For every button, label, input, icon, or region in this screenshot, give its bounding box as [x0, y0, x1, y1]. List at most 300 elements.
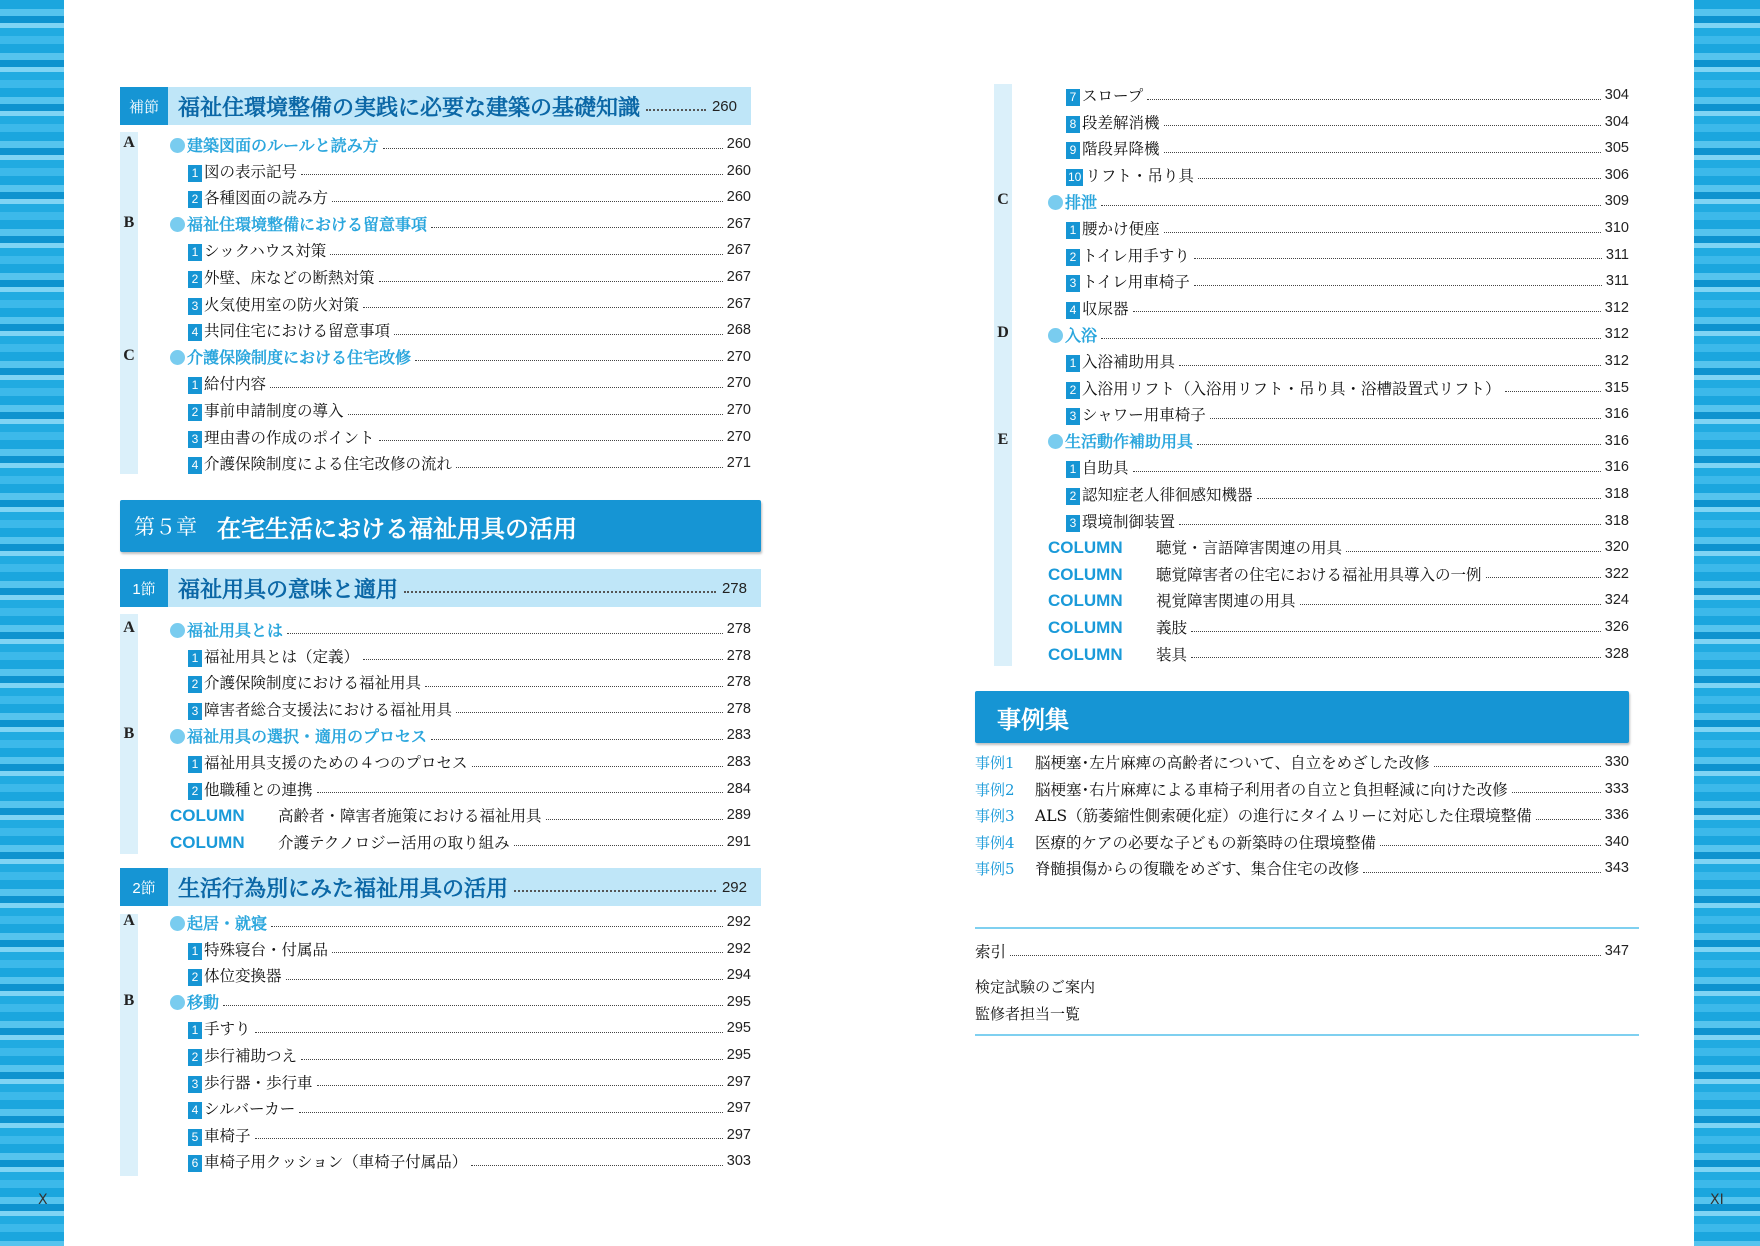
entry-page: 278 [726, 621, 751, 637]
toc-heading-entry[interactable] [1048, 429, 1629, 453]
column-label: COLUMN [1048, 591, 1123, 611]
chapter-number: 第５章 [134, 515, 197, 539]
entry-text [188, 778, 313, 800]
entry-text [188, 1097, 295, 1119]
entry-page: 270 [726, 402, 751, 418]
left-edge-stripe [0, 0, 64, 1246]
entry-page: 310 [1604, 220, 1629, 236]
entry-page: 278 [726, 674, 751, 691]
leader-dots [1434, 766, 1601, 767]
entry-page: 278 [726, 647, 751, 664]
divider-top [975, 927, 1639, 929]
leader-dots [1147, 99, 1601, 100]
item-number: 2 [188, 783, 202, 800]
leader-dots [1194, 285, 1602, 286]
toc-entry[interactable] [188, 265, 751, 289]
letter-bar [120, 914, 138, 1176]
entry-page: 271 [726, 455, 751, 472]
entry-text [1048, 589, 1296, 611]
toc-entry[interactable] [1066, 455, 1629, 479]
item-number: 4 [188, 1102, 202, 1119]
leader-dots [255, 1032, 723, 1033]
leader-dots [379, 281, 723, 282]
left-page-number: X [38, 1192, 48, 1208]
entry-title: 給付内容 [204, 375, 267, 394]
entry-title: 事前申請制度の導入 [204, 402, 344, 420]
column-label: COLUMN [170, 832, 245, 852]
leader-dots [1486, 577, 1601, 578]
leader-dots [1197, 444, 1601, 445]
leader-dots [255, 1138, 723, 1139]
toc-entry[interactable] [1066, 243, 1629, 267]
entry-title: 入浴 [1065, 325, 1098, 345]
column-entry[interactable] [1048, 642, 1629, 666]
entry-text [188, 186, 328, 208]
entry-text [1048, 536, 1342, 558]
entry-text [188, 372, 266, 394]
toc-entry[interactable] [188, 292, 751, 316]
leader-dots [1179, 365, 1601, 366]
toc-entry[interactable] [188, 1149, 751, 1173]
entry-text [1066, 164, 1194, 186]
entry-text [188, 452, 452, 474]
entry-text [188, 293, 359, 315]
entry-text [975, 751, 1430, 773]
toc-entry[interactable] [188, 398, 751, 422]
entry-page: 270 [726, 375, 751, 392]
leader-dots [1257, 498, 1601, 499]
entry-text [1066, 217, 1160, 239]
entry-page: 304 [1604, 113, 1629, 130]
supervisors-entry[interactable]: 監修者担当一覧 [975, 1004, 1081, 1023]
toc-entry[interactable] [188, 670, 751, 694]
entry-text [188, 1044, 297, 1066]
item-number: 2 [188, 676, 202, 693]
entry-page: 328 [1604, 645, 1629, 662]
leader-dots [301, 1059, 723, 1060]
entry-text [188, 698, 452, 720]
entry-text [170, 990, 219, 1013]
entry-title: 介護テクノロジー活用の取り組み [278, 833, 510, 852]
section-letter: E [997, 430, 1009, 448]
entry-title: 聴覚障害者の住宅における福祉用具導入の一例 [1156, 565, 1482, 584]
entry-text [170, 212, 427, 235]
toc-heading-entry[interactable] [170, 212, 751, 236]
entry-title: 移動 [187, 993, 220, 1013]
entry-page: 268 [726, 322, 751, 339]
entry-page: 330 [1604, 754, 1629, 770]
leader-dots [223, 1005, 723, 1006]
item-number: 2 [188, 191, 202, 208]
case-study-entry[interactable] [975, 750, 1629, 774]
leader-dots [271, 926, 723, 927]
toc-entry[interactable] [1066, 163, 1629, 187]
toc-entry[interactable] [1066, 83, 1629, 107]
entry-text [188, 266, 375, 288]
entry-title: シャワー用車椅子 [1082, 406, 1206, 425]
leader-dots [286, 979, 723, 980]
case-study-entry[interactable] [975, 830, 1629, 854]
entry-text [188, 1017, 251, 1039]
leader-dots [317, 1085, 723, 1086]
entry-page: 305 [1604, 140, 1629, 157]
entry-page: 333 [1604, 780, 1629, 797]
leader-dots [1191, 657, 1601, 658]
entry-page: 312 [1604, 353, 1629, 369]
entry-page: 270 [726, 428, 751, 445]
entry-page: 316 [1604, 459, 1629, 476]
toc-entry[interactable] [188, 644, 751, 668]
entry-title: 障害者総合支援法における福祉用具 [204, 700, 453, 719]
entry-title: 生活動作補助用具 [1065, 432, 1194, 452]
leader-dots [330, 254, 723, 255]
item-number: 1 [188, 377, 202, 394]
entry-page: 316 [1604, 406, 1629, 423]
right-edge-stripe [1694, 0, 1760, 1246]
leader-dots [394, 334, 723, 335]
entry-title: 手すり [204, 1020, 251, 1039]
toc-entry[interactable] [188, 185, 751, 209]
entry-title: 聴覚・言語障害関連の用具 [1156, 539, 1343, 558]
section-letter: A [123, 134, 135, 151]
entry-title: 腰かけ便座 [1082, 220, 1160, 238]
leader-dots [379, 440, 723, 441]
entry-page: 260 [726, 136, 751, 152]
toc-entry[interactable] [188, 425, 751, 449]
entry-title: 収尿器 [1082, 299, 1129, 318]
leader-dots [1346, 551, 1601, 552]
toc-entry[interactable] [188, 697, 751, 721]
entry-page: 267 [726, 242, 751, 259]
letter-bar [994, 84, 1012, 666]
entry-text [1066, 84, 1143, 106]
section-page: 260 [711, 97, 737, 115]
entry-text [1048, 616, 1187, 638]
entry-title: 歩行補助つえ [204, 1047, 298, 1065]
leader-dots [1164, 125, 1601, 126]
entry-page: 326 [1604, 619, 1629, 635]
toc-entry[interactable] [188, 937, 751, 961]
column-entry[interactable] [170, 830, 751, 854]
toc-entry[interactable] [1066, 402, 1629, 426]
bullet-dot [1048, 328, 1063, 343]
toc-entry[interactable] [1066, 136, 1629, 160]
item-number: 2 [1066, 249, 1080, 266]
leader-dots [1164, 152, 1601, 153]
toc-entry[interactable] [188, 1070, 751, 1094]
item-number: 9 [1066, 142, 1080, 159]
toc-entry[interactable] [188, 159, 751, 183]
column-entry[interactable] [1048, 615, 1629, 639]
entry-page: 311 [1605, 246, 1629, 263]
section-letter: D [997, 324, 1009, 342]
entry-text [1066, 137, 1160, 159]
item-number: 3 [1066, 515, 1080, 532]
item-number: 1 [188, 1022, 202, 1039]
leader-dots [383, 148, 723, 149]
section-2-heading[interactable] [120, 868, 761, 906]
entry-title: 階段昇降機 [1082, 140, 1160, 159]
entry-text [975, 778, 1508, 800]
leader-dots [1300, 604, 1601, 605]
entry-page: 283 [726, 727, 751, 744]
entry-text [1048, 190, 1097, 213]
bullet-dot [1048, 195, 1063, 210]
entry-page: 294 [726, 967, 751, 984]
entry-text [188, 399, 344, 421]
entry-title: 介護保険制度における福祉用具 [204, 674, 422, 693]
entry-text [1048, 323, 1097, 346]
entry-title: 車椅子 [204, 1126, 251, 1145]
item-number: 10 [1068, 169, 1082, 184]
entry-page: 295 [726, 993, 751, 1010]
toc-entry[interactable] [1066, 296, 1629, 320]
index-entry[interactable] [975, 939, 1629, 963]
entry-title: 福祉用具とは（定義） [204, 647, 360, 666]
case-title: ALS（筋萎縮性側索硬化症）の進行にタイムリーに対応した住環境整備 [1035, 807, 1532, 826]
toc-entry[interactable] [1066, 482, 1629, 506]
leader-dots [332, 952, 723, 953]
entry-title: 自助具 [1082, 459, 1129, 478]
item-number: 8 [1066, 116, 1080, 133]
toc-entry[interactable] [1066, 509, 1629, 533]
case-study-entry[interactable] [975, 777, 1629, 801]
leader-dots [1380, 845, 1601, 846]
item-number: 3 [188, 703, 202, 720]
entry-text [1066, 510, 1175, 532]
entry-title: 各種図面の読み方 [204, 189, 329, 208]
entry-title: トイレ用手すり [1082, 246, 1190, 265]
toc-heading-entry[interactable] [170, 617, 751, 641]
entry-page: 270 [726, 348, 751, 365]
case-study-entry[interactable] [975, 856, 1629, 880]
leader-dots [514, 845, 723, 846]
section-letter: B [123, 213, 135, 231]
bullet-dot [170, 995, 185, 1010]
leader-dots [348, 414, 723, 415]
entry-title: 認知症老人徘徊感知機器 [1082, 486, 1253, 504]
column-entry[interactable] [1048, 562, 1629, 586]
supplement-section-heading[interactable] [120, 87, 751, 125]
entry-text [188, 1150, 467, 1172]
leader-dots [646, 109, 706, 111]
entry-title: 理由書の作成のポイント [204, 428, 375, 447]
column-entry[interactable] [170, 803, 751, 827]
chapter-5-heading[interactable] [120, 500, 761, 552]
toc-entry[interactable] [188, 318, 751, 342]
column-label: COLUMN [1048, 618, 1123, 637]
entry-text [188, 645, 359, 667]
leader-dots [1133, 311, 1601, 312]
entry-text [975, 857, 1359, 879]
section-letter: A [123, 619, 135, 636]
right-page-number: XI [1710, 1192, 1724, 1208]
toc-heading-entry[interactable] [1048, 322, 1629, 346]
item-number: 1 [188, 165, 202, 182]
leader-dots [425, 686, 723, 687]
entry-title: 福祉用具の選択・適用のプロセス [187, 726, 428, 746]
bullet-dot [170, 217, 185, 232]
entry-text [1066, 483, 1253, 505]
entry-text [1048, 563, 1482, 585]
entry-page: 343 [1604, 860, 1629, 877]
entry-page: 312 [1604, 299, 1629, 316]
leader-dots [332, 201, 723, 202]
entry-text [170, 804, 542, 826]
entry-text [188, 1124, 251, 1146]
leader-dots [363, 307, 723, 308]
entry-text [1066, 111, 1160, 133]
item-number: 2 [188, 271, 202, 288]
leader-dots [1101, 205, 1601, 206]
section-label: 2節 [120, 868, 168, 906]
toc-heading-entry[interactable] [170, 990, 751, 1014]
section-letter: C [997, 191, 1009, 209]
leader-dots [317, 792, 723, 793]
item-number: 2 [188, 1049, 202, 1066]
entry-page: 267 [726, 295, 751, 312]
toc-heading-entry[interactable] [1048, 189, 1629, 213]
entry-title: 入浴補助用具 [1082, 353, 1176, 371]
entry-text [1066, 297, 1129, 319]
column-label: COLUMN [1048, 538, 1123, 558]
entry-text [188, 1071, 313, 1093]
entry-page: 291 [726, 833, 751, 850]
case-study-entry[interactable] [975, 803, 1629, 827]
leader-dots [472, 766, 723, 767]
chapter-title: 在宅生活における福祉用具の活用 [217, 514, 577, 543]
index-label: 索引 [975, 943, 1007, 961]
toc-entry[interactable] [1066, 110, 1629, 134]
column-entry[interactable] [1048, 535, 1629, 559]
case-title: 脳梗塞･左片麻痺の高齢者について、自立をめざした改修 [1035, 754, 1430, 772]
entry-page: 260 [726, 162, 751, 179]
item-number: 3 [1066, 275, 1080, 292]
toc-entry[interactable] [188, 1096, 751, 1120]
entry-page: 292 [726, 914, 751, 930]
leader-dots [1512, 792, 1601, 793]
entry-text [1066, 377, 1501, 399]
entry-page: 315 [1604, 379, 1629, 396]
toc-entry[interactable] [1066, 376, 1629, 400]
section-1-heading[interactable] [120, 569, 761, 607]
entry-page: 303 [726, 1153, 751, 1170]
section-letter: A [123, 912, 135, 929]
entry-page: 336 [1604, 807, 1629, 824]
leader-dots [1101, 338, 1601, 339]
leader-dots [546, 819, 723, 820]
section-label: 1節 [120, 569, 168, 607]
item-number: 2 [1066, 488, 1080, 505]
column-entry[interactable] [1048, 588, 1629, 612]
entry-text [170, 831, 510, 853]
leader-dots [456, 712, 723, 713]
entry-page: 283 [726, 754, 751, 770]
bullet-dot [170, 916, 185, 931]
entry-text [170, 618, 283, 641]
item-number: 3 [188, 298, 202, 315]
entry-text [188, 160, 297, 182]
entry-title: 建築図面のルールと読み方 [187, 135, 379, 155]
leader-dots [1363, 872, 1601, 873]
toc-entry[interactable] [1066, 216, 1629, 240]
toc-entry[interactable] [188, 963, 751, 987]
toc-heading-entry[interactable] [170, 910, 751, 934]
section-letter: B [123, 991, 135, 1009]
entry-title: 高齢者・障害者施策における福祉用具 [278, 807, 542, 826]
toc-entry[interactable] [188, 777, 751, 801]
toc-heading-entry[interactable] [170, 345, 751, 369]
toc-heading-entry[interactable] [170, 723, 751, 747]
leader-dots [363, 659, 723, 660]
entry-title: 車椅子用クッション（車椅子付属品） [204, 1153, 468, 1172]
leader-dots [456, 467, 723, 468]
entry-title: シルバーカー [204, 1100, 296, 1119]
leader-dots [287, 633, 723, 634]
entry-text [1066, 270, 1190, 292]
entry-title: 介護保険制度による住宅改修の流れ [204, 455, 453, 474]
leader-dots [471, 1165, 723, 1166]
section-letter: C [123, 346, 135, 364]
item-number: 2 [1066, 382, 1080, 399]
entry-page: 309 [1604, 193, 1629, 210]
entry-text [188, 426, 375, 448]
entry-title: 他職種との連携 [204, 780, 313, 799]
entry-title: 火気使用室の防火対策 [204, 295, 360, 314]
item-number: 3 [188, 431, 202, 448]
leader-dots [1536, 819, 1601, 820]
toc-entry[interactable] [188, 238, 751, 262]
entry-title: 福祉用具支援のための４つのプロセス [204, 754, 468, 772]
exam-info-entry[interactable]: 検定試験のご案内 [975, 977, 1096, 996]
item-number: 1 [1066, 222, 1080, 239]
toc-entry[interactable] [1066, 349, 1629, 373]
entry-text [1066, 244, 1190, 266]
entry-title: 歩行器・歩行車 [204, 1073, 313, 1092]
toc-entry[interactable] [188, 1016, 751, 1040]
case-studies-heading[interactable]: 事例集 [975, 691, 1629, 743]
entry-text [170, 345, 411, 368]
entry-text [170, 724, 427, 747]
entry-page: 312 [1604, 326, 1629, 343]
entry-page: 267 [726, 269, 751, 285]
item-number: 5 [188, 1129, 202, 1146]
entry-text [975, 804, 1532, 826]
entry-page: 320 [1604, 539, 1629, 556]
entry-title: 入浴用リフト（入浴用リフト・吊り具・浴槽設置式リフト） [1082, 379, 1501, 398]
toc-entry[interactable] [1066, 269, 1629, 293]
entry-text [1066, 350, 1175, 372]
case-title: 医療的ケアの必要な子どもの新築時の住環境整備 [1035, 833, 1377, 852]
bullet-dot [170, 729, 185, 744]
toc-heading-entry[interactable] [170, 132, 751, 156]
bullet-dot [170, 350, 185, 365]
toc-entry[interactable] [188, 371, 751, 395]
toc-entry[interactable] [188, 1043, 751, 1067]
entry-text [188, 751, 468, 773]
case-label: 事例5 [975, 860, 1015, 879]
entry-title: 排泄 [1065, 192, 1098, 212]
entry-page: 318 [1604, 512, 1629, 529]
column-label: COLUMN [1048, 564, 1123, 584]
entry-title: 視覚障害関連の用具 [1156, 592, 1296, 611]
toc-entry[interactable] [188, 750, 751, 774]
leader-dots [431, 227, 723, 228]
toc-entry[interactable] [188, 451, 751, 475]
entry-page: 297 [726, 1073, 751, 1090]
toc-entry[interactable] [188, 1123, 751, 1147]
letter-bar [120, 132, 138, 474]
